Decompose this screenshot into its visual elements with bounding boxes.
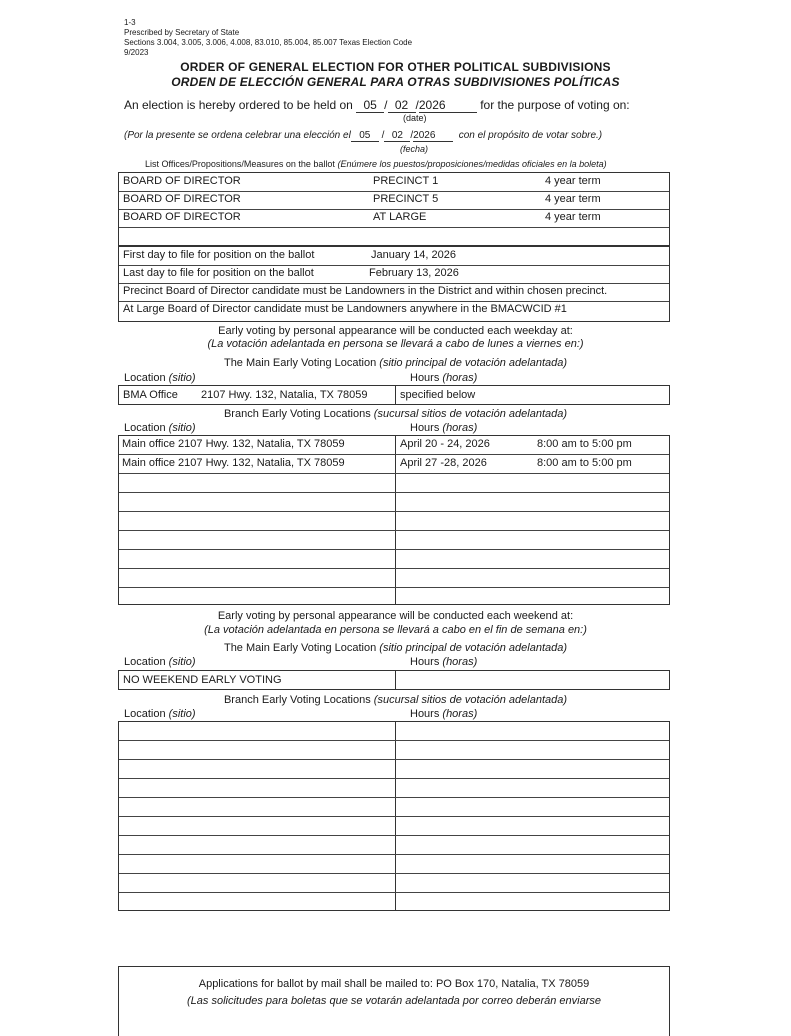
weekday-main-label xyxy=(0,357,791,369)
hours-label-es: (horas) xyxy=(442,708,478,720)
location-label: Location xyxy=(124,372,166,384)
election-sentence-es: (Por la presente se ordena celebrar una elección el 05 / 02 /2026 con el propósito de votar sobre.) xyxy=(124,130,603,141)
filing-last-row xyxy=(119,265,669,284)
fecha-label: (fecha) xyxy=(400,144,429,154)
weekend-location-header xyxy=(124,656,196,668)
weekend-main-table xyxy=(118,670,670,690)
branch-row-empty xyxy=(119,550,669,569)
offices-label-es: (Enúmere los puestos/proposiciones/medidas oficiales en la boleta) xyxy=(337,159,607,169)
branch-row-empty xyxy=(119,474,669,493)
weekend-branch-row-empty xyxy=(119,779,669,798)
weekend-branch-label-en: Branch Early Voting Locations xyxy=(223,694,371,706)
location-label-es: (sitio) xyxy=(168,372,196,384)
location-label-es: (sitio) xyxy=(168,708,196,720)
election-year-es: 2026 xyxy=(413,130,453,142)
election-sentence-en: An election is hereby ordered to be held on 05 / 02 /2026 for the purpose of voting on: xyxy=(124,98,630,112)
weekend-intro-en: Early voting by personal appearance will be conducted each weekend at: xyxy=(217,610,574,622)
branch-row-empty xyxy=(119,569,669,588)
weekday-branch-label xyxy=(0,408,791,420)
office-term: 4 year term xyxy=(545,193,601,205)
main-location-name: BMA Office xyxy=(123,389,178,401)
branch-row-empty xyxy=(119,493,669,512)
weekday-main-table xyxy=(118,385,670,405)
weekend-branch-row-empty xyxy=(119,798,669,817)
office-name: BOARD OF DIRECTOR xyxy=(123,175,241,187)
weekend-branch-row-empty xyxy=(119,741,669,760)
location-label: Location xyxy=(124,656,166,668)
weekend-hours-header xyxy=(410,656,477,668)
column-divider xyxy=(395,386,396,404)
location-label-es: (sitio) xyxy=(168,422,196,434)
weekend-intro-es: (La votación adelantada en persona se llevará a cabo en el fin de semana en:) xyxy=(204,624,587,636)
hours-label-es: (horas) xyxy=(442,422,478,434)
weekday-location-header xyxy=(124,372,196,384)
weekend-branch-row-empty xyxy=(119,874,669,893)
weekday-hours-header xyxy=(410,372,477,384)
main-location-hours: specified below xyxy=(400,389,476,401)
weekend-branch-row-empty xyxy=(119,855,669,874)
weekend-main-location: NO WEEKEND EARLY VOTING xyxy=(123,674,282,686)
office-row-empty xyxy=(119,227,669,247)
mail-ballot-box xyxy=(118,966,670,1036)
branch-row xyxy=(119,455,669,474)
branch-location: Main office 2107 Hwy. 132, Natalia, TX 78059 xyxy=(122,457,345,469)
election-month-es: 05 xyxy=(351,130,379,142)
filing-first-label: First day to file for position on the ballot xyxy=(123,249,315,261)
office-precinct: PRECINCT 5 xyxy=(373,193,439,205)
filing-first-date: January 14, 2026 xyxy=(371,249,457,261)
hours-label: Hours xyxy=(410,372,440,384)
title-spanish: ORDEN DE ELECCIÓN GENERAL PARA OTRAS SUBDIVISIONES POLÍTICAS xyxy=(171,75,620,89)
branch-location: Main office 2107 Hwy. 132, Natalia, TX 78059 xyxy=(122,438,345,450)
title-english: ORDER OF GENERAL ELECTION FOR OTHER POLITICAL SUBDIVISIONS xyxy=(180,60,611,74)
weekend-branch-row-empty xyxy=(119,817,669,836)
branch-row-empty xyxy=(119,531,669,550)
weekend-branch-label xyxy=(0,694,791,706)
office-row xyxy=(119,173,669,192)
branch-hours-header xyxy=(410,422,477,434)
weekend-branch-hours-header xyxy=(410,708,477,720)
weekday-main-label-es: (sitio principal de votación adelantada) xyxy=(379,357,568,369)
office-row xyxy=(119,209,669,228)
offices-label xyxy=(145,159,607,169)
election-month-en: 05 xyxy=(356,98,384,113)
offices-label-en: List Offices/Propositions/Measures on the ballot xyxy=(145,159,335,169)
mail-ballot-line-en: Applications for ballot by mail shall be mailed to: PO Box 170, Natalia, TX 78059 xyxy=(198,978,590,990)
weekend-main-label xyxy=(0,642,791,654)
weekday-branch-table xyxy=(118,435,670,605)
filing-last-date: February 13, 2026 xyxy=(369,267,459,279)
office-name: BOARD OF DIRECTOR xyxy=(123,211,241,223)
weekend-branch-table xyxy=(118,721,670,911)
branch-dates: April 20 - 24, 2026 xyxy=(400,438,490,450)
hours-label: Hours xyxy=(410,422,440,434)
branch-hours: 8:00 am to 5:00 pm xyxy=(537,457,632,469)
weekday-intro-en: Early voting by personal appearance will be conducted each weekday at: xyxy=(218,325,573,337)
filing-note-row xyxy=(119,283,669,302)
weekday-intro-es: (La votación adelantada en persona se llevará a cabo de lunes a viernes en:) xyxy=(207,338,584,350)
date-label: (date) xyxy=(403,113,427,123)
branch-row xyxy=(119,436,669,455)
hours-label: Hours xyxy=(410,656,440,668)
filing-last-label: Last day to file for position on the ballot xyxy=(123,267,314,279)
location-label: Location xyxy=(124,422,166,434)
weekend-branch-row-empty xyxy=(119,760,669,779)
weekday-branch-label-es: (sucursal sitios de votación adelantada) xyxy=(373,408,568,420)
weekend-branch-label-es: (sucursal sitios de votación adelantada) xyxy=(373,694,568,706)
election-day-en: 02 xyxy=(388,98,416,113)
hours-label-es: (horas) xyxy=(442,372,478,384)
branch-hours: 8:00 am to 5:00 pm xyxy=(537,438,632,450)
code-sections: Sections 3.004, 3.005, 3.006, 4.008, 83.010, 85.004, 85.007 Texas Election Code xyxy=(124,38,413,47)
weekend-branch-row-empty xyxy=(119,722,669,741)
office-term: 4 year term xyxy=(545,211,601,223)
mail-ballot-line-es: (Las solicitudes para boletas que se votarán adelantada por correo deberán enviarse xyxy=(187,995,601,1007)
location-label: Location xyxy=(124,708,166,720)
office-term: 4 year term xyxy=(545,175,601,187)
office-precinct: PRECINCT 1 xyxy=(373,175,439,187)
form-date: 9/2023 xyxy=(124,48,149,57)
weekend-branch-row-empty xyxy=(119,836,669,855)
filing-note-row xyxy=(119,301,669,319)
office-precinct: AT LARGE xyxy=(373,211,427,223)
office-name: BOARD OF DIRECTOR xyxy=(123,193,241,205)
filing-note-at-large: At Large Board of Director candidate must be Landowners anywhere in the BMACWCID #1 xyxy=(123,303,567,315)
election-year-en: 2026 xyxy=(419,98,477,113)
weekend-branch-location-header xyxy=(124,708,196,720)
weekend-main-label-en: The Main Early Voting Location xyxy=(223,642,377,654)
weekend-main-label-es: (sitio principal de votación adelantada) xyxy=(379,642,568,654)
weekday-branch-label-en: Branch Early Voting Locations xyxy=(223,408,371,420)
hours-label-es: (horas) xyxy=(442,656,478,668)
election-day-es: 02 xyxy=(384,130,410,142)
filing-first-row xyxy=(119,247,669,266)
branch-location-header xyxy=(124,422,196,434)
form-number: 1-3 xyxy=(124,18,136,27)
main-location-address: 2107 Hwy. 132, Natalia, TX 78059 xyxy=(201,389,368,401)
branch-dates: April 27 -28, 2026 xyxy=(400,457,487,469)
branch-row-empty xyxy=(119,512,669,531)
weekday-main-label-en: The Main Early Voting Location xyxy=(223,357,377,369)
election-prefix-en: An election is hereby ordered to be held on xyxy=(124,98,353,112)
election-prefix-es: (Por la presente se ordena celebrar una elección el xyxy=(124,130,351,141)
column-divider xyxy=(395,671,396,689)
election-suffix-es: con el propósito de votar sobre.) xyxy=(458,130,603,141)
location-label-es: (sitio) xyxy=(168,656,196,668)
office-row xyxy=(119,191,669,210)
hours-label: Hours xyxy=(410,708,440,720)
filing-note-precinct: Precinct Board of Director candidate must be Landowners in the District and within chosen precinct. xyxy=(123,285,608,297)
prescribed-by: Prescribed by Secretary of State xyxy=(124,28,240,37)
offices-table xyxy=(118,172,670,322)
election-suffix-en: for the purpose of voting on: xyxy=(480,98,630,112)
